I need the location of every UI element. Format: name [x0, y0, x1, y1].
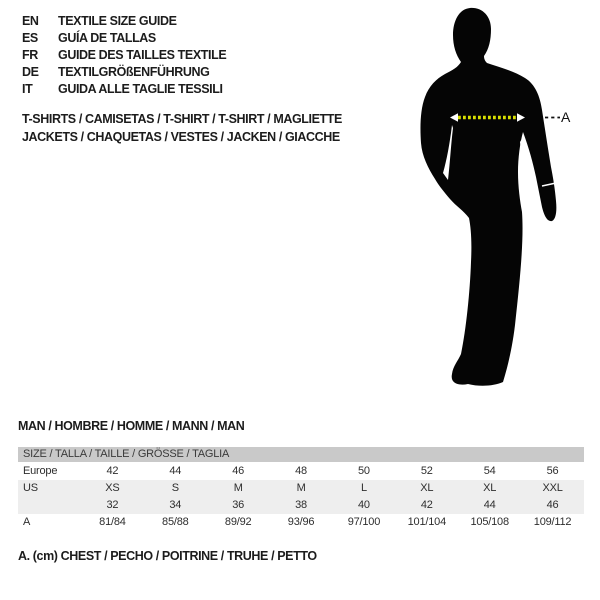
table-cell: 34	[169, 499, 182, 511]
table-cell: 85/88	[162, 516, 189, 528]
table-cell: XL	[483, 482, 497, 494]
list-item	[22, 64, 226, 81]
measurement-footnote: A. (cm) CHEST / PECHO / POITRINE / TRUHE / PETTO	[18, 549, 317, 563]
garment-categories	[22, 110, 342, 146]
list-item	[22, 13, 226, 30]
table-cell: M	[296, 482, 306, 494]
row-label	[18, 497, 81, 514]
table-cell: 46	[232, 465, 245, 477]
table-row-chest	[18, 514, 584, 531]
table-cell: 54	[483, 465, 496, 477]
table-cell: 56	[546, 465, 559, 477]
language-code: EN	[22, 14, 39, 28]
table-cell: M	[233, 482, 243, 494]
table-row-uk	[18, 497, 584, 514]
table-cell: 97/100	[347, 516, 381, 528]
table-cell: 93/96	[287, 516, 315, 528]
table-cell: XXL	[542, 482, 563, 494]
table-cell: XS	[105, 482, 120, 494]
section-heading-man: MAN / HOMBRE / HOMME / MANN / MAN	[18, 419, 245, 433]
guide-title: GUIDE DES TAILLES TEXTILE	[58, 48, 227, 62]
guide-title: GUÍA DE TALLAS	[58, 31, 156, 45]
table-cell: S	[171, 482, 179, 494]
language-code: ES	[22, 31, 38, 45]
measure-label-a: A	[561, 109, 571, 125]
guide-title: TEXTILE SIZE GUIDE	[58, 14, 177, 28]
table-cell: 105/108	[470, 516, 509, 528]
table-cell: 32	[106, 499, 119, 511]
table-cell: 48	[295, 465, 307, 477]
size-table	[18, 447, 584, 531]
list-item	[22, 47, 226, 64]
table-cell: 101/104	[407, 516, 446, 528]
category-tshirts: T-SHIRTS / CAMISETAS / T-SHIRT / T-SHIRT / MAGLIETTE	[22, 112, 342, 126]
category-jackets: JACKETS / CHAQUETAS / VESTES / JACKEN / GIACCHE	[22, 130, 340, 144]
table-cell: 81/84	[99, 516, 126, 528]
table-cell: 44	[483, 499, 496, 511]
table-cell: 50	[358, 465, 370, 477]
table-cell: XL	[420, 482, 434, 494]
list-item	[22, 30, 226, 47]
table-cell: 109/112	[533, 516, 572, 528]
table-cell: 44	[169, 465, 182, 477]
guide-title: GUIDA ALLE TAGLIE TESSILI	[58, 82, 223, 96]
language-code: IT	[22, 82, 33, 96]
row-label: A	[23, 516, 31, 528]
size-table-header: SIZE / TALLA / TAILLE / GRÖSSE / TAGLIA	[18, 447, 584, 462]
table-cell: L	[360, 482, 367, 494]
man-silhouette-figure	[390, 0, 600, 400]
guide-title: TEXTILGRÖßENFÜHRUNG	[58, 65, 210, 79]
list-item	[22, 81, 226, 98]
table-cell: 52	[420, 465, 433, 477]
language-code: FR	[22, 48, 38, 62]
man-silhouette	[420, 8, 556, 386]
man-silhouette-svg	[390, 0, 600, 400]
table-cell: 40	[358, 499, 370, 511]
language-list	[22, 13, 226, 98]
language-code: DE	[22, 65, 39, 79]
table-cell: 42	[420, 499, 433, 511]
table-cell: 38	[295, 499, 307, 511]
table-cell: 36	[232, 499, 245, 511]
table-cell: 42	[106, 465, 119, 477]
row-label: US	[23, 482, 38, 494]
table-cell: 89/92	[224, 516, 252, 528]
table-row-europe	[18, 463, 584, 480]
table-row-us	[18, 480, 584, 497]
row-label: Europe	[23, 465, 58, 477]
table-cell: 46	[546, 499, 559, 511]
